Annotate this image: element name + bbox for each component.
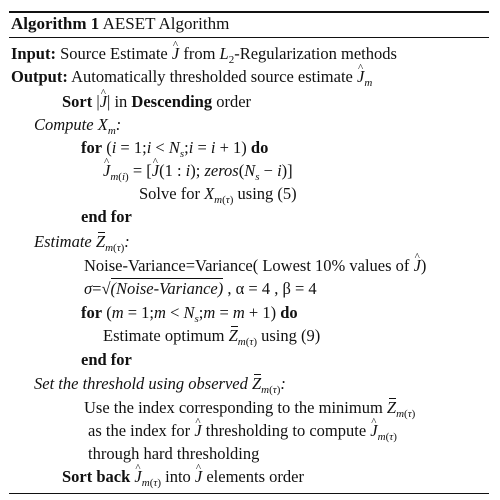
- l2-symbol: L: [219, 44, 229, 63]
- sort-descending: Descending: [131, 92, 213, 111]
- through-line: [88, 444, 259, 464]
- solve-text: Solve for: [139, 184, 200, 203]
- compute-line: Compute $X_m$:: [34, 115, 122, 137]
- sort-line: Sort |^ J| in Descending order: [62, 92, 251, 112]
- compute-label: Compute: [34, 115, 94, 134]
- estimate-line: Estimate $Z_{m(\tau)}$:: [34, 232, 130, 254]
- estimate-label: Estimate: [34, 232, 92, 251]
- output-line: Output: Automatically thresholded source estimate ^ $J_m$: [11, 67, 372, 87]
- thresholding-compute: thresholding to compute: [205, 421, 367, 440]
- input-keyword: Input:: [11, 44, 56, 63]
- as-index-line: as the index for ^ J thresholding to compute ^ $J_{m(\tau)}$: [88, 421, 397, 441]
- endfor-keyword: end for: [81, 207, 132, 226]
- top-rule: [9, 11, 489, 13]
- input-text-methods: -Regularization methods: [234, 44, 397, 63]
- sort-back-line: Sort back ^ $J_{m(\tau)}$ into ^ J elements order: [62, 467, 304, 487]
- sort-keyword: Sort: [62, 92, 93, 111]
- algorithm-title: [11, 14, 229, 34]
- for-m-line: for (m = 1;m < $N_s;m = m + 1$) do: [81, 303, 298, 325]
- sort-back-keyword: Sort back: [62, 467, 131, 486]
- endfor-1: [81, 207, 132, 227]
- use-index-text: Use the index corresponding to the minimum: [84, 398, 383, 417]
- bottom-rule: [9, 493, 489, 494]
- j-hat-symbol: ^ J: [172, 44, 179, 64]
- hard-thresholding-text: through hard thresholding: [88, 444, 260, 463]
- algorithm-label: Algorithm 1: [11, 14, 100, 33]
- solve-using: using (5): [237, 184, 297, 203]
- alpha-beta: , α = 4 , β = 4: [227, 279, 317, 298]
- title-rule: [9, 37, 489, 38]
- estimate-optimum-using: using (9): [261, 326, 321, 345]
- endfor-2: [81, 350, 132, 370]
- sort-in: in: [114, 92, 128, 111]
- for-i-line: for (i = 1;i < $N_s;i = i + 1$) do: [81, 138, 269, 160]
- do-keyword: do: [250, 138, 269, 157]
- noise-var-line: Noise-Variance=Variance( Lowest 10% values of ^ J): [84, 256, 426, 276]
- solve-line: Solve for $X_{m(\tau)}$ using (5): [139, 184, 297, 206]
- sort-order: order: [216, 92, 252, 111]
- sigma-line: σ=√(Noise-Variance) , α = 4 , β = 4: [84, 279, 317, 298]
- do-keyword-2: do: [280, 303, 298, 322]
- output-text: Automatically thresholded source estimate: [71, 67, 353, 86]
- set-threshold-line: Set the threshold using observed $Z_{m(\tau)}$:: [34, 374, 286, 396]
- endfor-keyword-2: end for: [81, 350, 132, 369]
- estimate-optimum-line: Estimate optimum $Z_{m(\tau)}$ using (9): [103, 326, 321, 348]
- for-keyword-2: for: [81, 303, 103, 322]
- set-threshold-label: Set the threshold using observed: [34, 374, 248, 393]
- algorithm-name: AESET Algorithm: [102, 14, 230, 33]
- sort-back-into: into: [165, 467, 191, 486]
- noise-variance-text: Noise-Variance=Variance( Lowest 10% values of: [84, 256, 410, 275]
- use-index-line: Use the index corresponding to the minimum $Z_{m(\tau)}$: [84, 398, 416, 420]
- as-index-text: as the index for: [88, 421, 191, 440]
- j-hat-m-symbol: ^ J: [357, 67, 364, 87]
- sqrt-noise-variance: Noise-Variance: [116, 279, 218, 298]
- input-text-from: from: [183, 44, 216, 63]
- input-line: Input: Source Estimate ^ J from $L_2$-Regularization methods: [11, 44, 397, 64]
- output-keyword: Output:: [11, 67, 68, 86]
- estimate-optimum-text: Estimate optimum: [103, 326, 225, 345]
- input-text: Source Estimate: [60, 44, 168, 63]
- assign-line: ^ $J_{m(i)}$ = [^ J(1 : i); $zeros(N_s - i)$]: [103, 161, 293, 181]
- for-keyword: for: [81, 138, 103, 157]
- sort-back-order: elements order: [206, 467, 304, 486]
